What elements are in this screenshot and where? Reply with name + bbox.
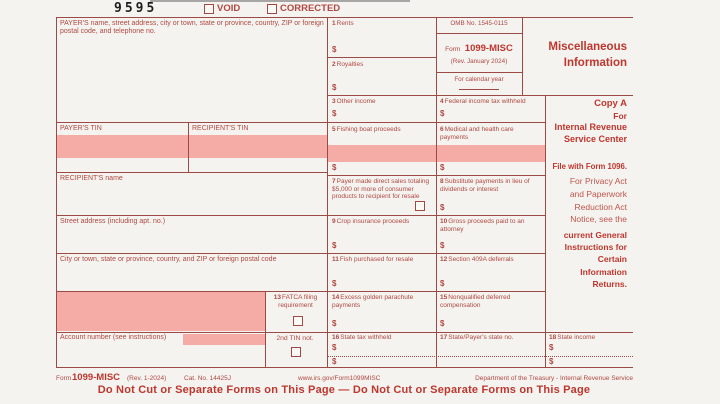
divider-line [56, 367, 633, 368]
divider-line [56, 122, 545, 123]
box6-text: Medical and health care payments [440, 126, 514, 141]
divider-line [56, 17, 633, 18]
box15-number: 15 [440, 294, 448, 301]
divider-line [327, 95, 633, 96]
box7-checkbox[interactable] [415, 201, 425, 211]
box8-label [440, 178, 540, 193]
box1-amount-field[interactable] [332, 45, 432, 56]
box18-label [549, 334, 629, 342]
dollar-sign: $ [332, 83, 337, 92]
payer-tin-label: PAYER'S TIN [60, 125, 102, 132]
revision-label: (Rev. January 2024) [450, 58, 508, 65]
box4-amount-field[interactable] [440, 109, 540, 120]
box15-label [440, 294, 540, 309]
omb-number: OMB No. 1545-0115 [450, 20, 508, 27]
box14-text: Excess golden parachute payments [332, 294, 414, 309]
box11-number: 11 [332, 256, 339, 263]
box5-label [332, 126, 432, 134]
street-address-field[interactable] [57, 227, 325, 252]
box7-number: 7 [332, 178, 336, 185]
box3-text: Other income [336, 98, 376, 105]
do-not-cut-notice: Do Not Cut or Separate Forms on This Page — Do Not Cut or Separate Forms on This Page [97, 384, 591, 396]
divider-line [327, 175, 545, 176]
box3-label [332, 98, 432, 106]
box14-amount-field[interactable] [332, 319, 432, 330]
box7-text: Payer made direct sales totaling $5,000 or more of consumer products to recipient for resale [332, 178, 430, 201]
divider-line [56, 253, 545, 254]
box11-text: Fish purchased for resale [339, 256, 414, 263]
recipient-tin-label: RECIPIENT'S TIN [192, 125, 249, 132]
box12-label [440, 256, 540, 264]
box2-amount-field[interactable] [332, 83, 432, 94]
void-checkbox[interactable] [204, 4, 214, 14]
box14-number: 14 [332, 294, 340, 301]
privacy-line: and Paperwork [569, 188, 627, 199]
privacy-notice [545, 175, 627, 226]
irs-line2: Service Center [563, 134, 627, 144]
privacy-line: Notice, see the [570, 214, 627, 225]
footer-catalog-number: Cat. No. 14425J [184, 375, 231, 382]
form-word: Form [445, 46, 461, 53]
dollar-sign: $ [440, 279, 445, 288]
footer-form-number: 1099-MISC [72, 372, 121, 383]
corrected-label: CORRECTED [280, 3, 341, 14]
instruction-line: Information [580, 266, 627, 277]
form-1099-misc-body [56, 17, 633, 368]
divider-line [56, 215, 545, 216]
scan-artifact [150, 0, 410, 2]
box6-amount-field[interactable] [440, 163, 540, 174]
box10-label [440, 218, 542, 233]
city-field[interactable] [57, 265, 325, 290]
instruction-line: current General [563, 230, 627, 240]
divider-line [436, 17, 437, 368]
divider-line [56, 172, 327, 173]
copy-a-label: Copy A [594, 98, 627, 109]
account-number-label: Account number (see instructions) [60, 334, 167, 341]
dollar-sign: $ [440, 241, 445, 250]
form-title [522, 39, 627, 71]
box8-text: Substitute payments in lieu of dividends or interest [440, 178, 530, 193]
divider-line [56, 332, 633, 333]
box1-text: Rents [336, 20, 354, 27]
box6-label [440, 126, 536, 141]
title-line2: Information [563, 57, 627, 69]
privacy-line: Reduction Act [574, 201, 627, 212]
box16-label [332, 334, 432, 342]
dollar-sign: $ [332, 241, 337, 250]
box13-text: FATCA filing requirement [278, 294, 318, 309]
divider-line [327, 17, 328, 368]
box11-label [332, 256, 432, 264]
box5-amount-field[interactable] [332, 163, 432, 174]
box1-label [332, 20, 432, 28]
box8-amount-field[interactable] [440, 203, 540, 214]
box13-label [266, 294, 325, 309]
box12-text: Section 409A deferrals [448, 256, 514, 263]
second-tin-checkbox[interactable] [291, 347, 301, 357]
second-tin-label: 2nd TIN not. [276, 335, 314, 342]
box2-number: 2 [332, 61, 336, 68]
dollar-sign: $ [332, 45, 337, 54]
box17-number: 17 [440, 334, 448, 341]
recipient-name-label: RECIPIENT'S name [60, 175, 123, 182]
box5-number: 5 [332, 126, 336, 133]
box4-number: 4 [440, 98, 444, 105]
box3-number: 3 [332, 98, 336, 105]
calendar-year-label: For calendar year [454, 76, 504, 83]
box10-text: Gross proceeds paid to an attorney [440, 218, 525, 233]
box5-entry-band[interactable] [327, 145, 436, 162]
box1-number: 1 [332, 20, 336, 27]
box10-number: 10 [440, 218, 448, 225]
privacy-line: For Privacy Act [569, 176, 627, 186]
box13-number: 13 [273, 294, 281, 301]
instruction-line: Certain [597, 254, 627, 265]
dollar-sign: $ [332, 163, 337, 172]
box7-label [332, 178, 430, 201]
divider-line [327, 57, 436, 58]
dollar-sign: $ [332, 357, 337, 366]
box3-amount-field[interactable] [332, 109, 432, 120]
box8-number: 8 [440, 178, 444, 185]
footer-revision: (Rev. 1-2024) [127, 375, 167, 382]
box15-amount-field[interactable] [440, 319, 540, 330]
box11-amount-field[interactable] [332, 279, 432, 290]
instructions-notice [545, 229, 627, 290]
box2-text: Royalties [336, 61, 364, 68]
box16-number: 16 [332, 334, 340, 341]
footer-irs-url: www.irs.gov/Form1099MISC [298, 375, 381, 382]
divider-line [56, 291, 545, 292]
street-address-label: Street address (including apt. no.) [60, 218, 166, 225]
box2-label [332, 61, 432, 69]
box12-amount-field[interactable] [440, 279, 540, 290]
dollar-sign: $ [332, 109, 337, 118]
footer-form-word: Form [56, 375, 72, 382]
dollar-sign: $ [440, 163, 445, 172]
payer-name-field[interactable] [57, 37, 325, 121]
dollar-sign: $ [440, 109, 445, 118]
box14-label [332, 294, 432, 309]
box16-text: State tax withheld [340, 334, 392, 341]
copy-for-label: For [613, 111, 627, 121]
account-number-field[interactable] [183, 334, 265, 345]
irs-line1: Internal Revenue [554, 122, 627, 132]
recipient-tin-field[interactable] [188, 135, 327, 158]
instruction-line: Instructions for [564, 242, 627, 253]
dollar-sign: $ [549, 343, 554, 352]
box4-label [440, 98, 542, 106]
dollar-sign: $ [332, 319, 337, 328]
title-line1: Miscellaneous [548, 41, 627, 53]
fatca-checkbox[interactable] [293, 316, 303, 326]
box18-number: 18 [549, 334, 557, 341]
dollar-sign: $ [549, 357, 554, 366]
payer-tin-field[interactable] [57, 135, 188, 158]
box6-entry-band[interactable] [436, 145, 545, 162]
box4-text: Federal income tax withheld [444, 98, 526, 105]
box17-entry-field[interactable] [440, 343, 540, 367]
payer-name-label: PAYER'S name, street address, city or town, state or province, country, ZIP or foreign postal code, and telephone no. [60, 20, 324, 36]
recipient-name-field[interactable] [57, 185, 325, 214]
calendar-year-field[interactable] [459, 89, 499, 90]
box9-text: Crop insurance proceeds [336, 218, 410, 225]
box18-amount-field-2[interactable] [549, 357, 629, 367]
form-number: 1099-MISC [464, 43, 513, 54]
instruction-line: Returns. [592, 278, 627, 289]
void-label: VOID [217, 3, 241, 14]
dollar-sign: $ [332, 343, 337, 352]
box5-text: Fishing boat proceeds [336, 126, 401, 133]
box17-label [440, 334, 542, 342]
divider-line [188, 122, 189, 172]
corrected-checkbox[interactable] [267, 4, 277, 14]
shaded-unused-area [57, 292, 265, 331]
box16-amount-field-1[interactable] [332, 343, 432, 354]
box16-amount-field-2[interactable] [332, 357, 432, 367]
box15-text: Nonqualified deferred compensation [440, 294, 511, 309]
box9-amount-field[interactable] [332, 241, 432, 252]
dollar-sign: $ [440, 319, 445, 328]
file-with-label: File with Form 1096. [552, 162, 627, 171]
box17-text: State/Payer's state no. [448, 334, 514, 341]
footer-department-label: Department of the Treasury - Internal Revenue Service [475, 375, 633, 382]
box18-amount-field-1[interactable] [549, 343, 629, 354]
box9-label [332, 218, 432, 226]
dollar-sign: $ [332, 279, 337, 288]
divider-line [436, 33, 522, 34]
form-number-line [437, 38, 521, 56]
box6-number: 6 [440, 126, 444, 133]
box10-amount-field[interactable] [440, 241, 540, 252]
city-label: City or town, state or province, country, and ZIP or foreign postal code [60, 256, 277, 263]
divider-line [436, 72, 522, 73]
box9-number: 9 [332, 218, 336, 225]
form-code: 9595 [114, 1, 158, 16]
box18-text: State income [557, 334, 596, 341]
dollar-sign: $ [440, 203, 445, 212]
box12-number: 12 [440, 256, 448, 263]
